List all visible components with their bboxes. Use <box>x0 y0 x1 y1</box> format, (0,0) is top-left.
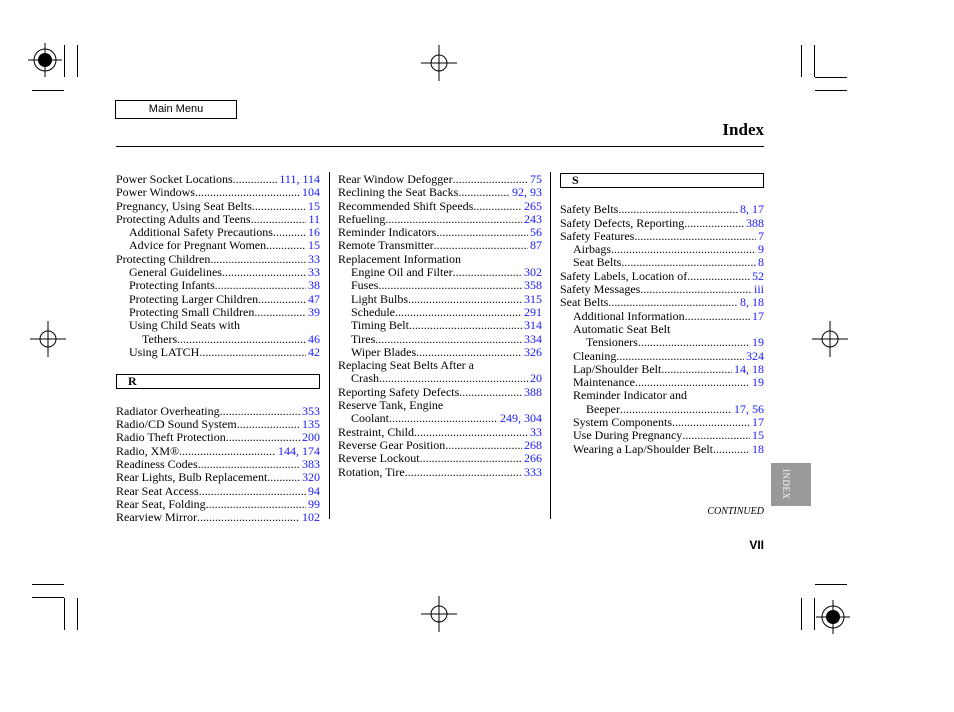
page-link[interactable]: iii <box>753 282 764 297</box>
page-link[interactable]: 111, 114 <box>279 172 320 186</box>
page-link[interactable]: 358 <box>524 278 542 293</box>
dot-leader <box>375 333 522 346</box>
dot-leader <box>408 293 522 306</box>
column-divider <box>329 172 330 519</box>
crop-mark <box>64 45 65 77</box>
page-link[interactable]: 249, 304 <box>500 411 542 426</box>
index-entry[interactable] <box>560 416 764 429</box>
dot-leader <box>640 283 752 296</box>
page-link[interactable]: 52 <box>752 268 764 283</box>
dot-leader <box>453 173 528 186</box>
index-entry <box>560 323 764 336</box>
index-entry[interactable] <box>338 173 542 186</box>
index-entry-term: Using LATCH <box>129 344 200 359</box>
page-link[interactable]: 320 <box>302 470 320 485</box>
page-link[interactable]: 102 <box>302 510 320 525</box>
index-entry[interactable] <box>116 498 320 511</box>
index-entry-term: Reporting Safety Defects <box>338 384 460 399</box>
index-entry[interactable] <box>116 471 320 484</box>
crop-mark <box>814 45 815 77</box>
index-entry[interactable] <box>338 439 542 452</box>
index-entry[interactable] <box>338 319 542 332</box>
page-link[interactable]: 46 <box>308 331 320 346</box>
page-link[interactable]: 92, 93 <box>512 185 542 200</box>
crop-mark <box>815 77 847 78</box>
index-entry[interactable] <box>560 256 764 269</box>
page-link[interactable]: 291 <box>524 304 542 319</box>
index-entry-term: Protecting Larger Children <box>129 291 259 306</box>
index-entry[interactable] <box>338 213 542 226</box>
column-divider <box>550 172 551 519</box>
index-entry[interactable] <box>116 418 320 431</box>
dot-leader <box>220 405 300 418</box>
index-entry[interactable] <box>116 485 320 498</box>
index-entry[interactable] <box>116 333 320 346</box>
index-entry[interactable] <box>338 452 542 465</box>
crop-mark <box>64 598 65 630</box>
dot-leader <box>458 186 510 199</box>
index-entry[interactable] <box>116 306 320 319</box>
page-link[interactable]: 268 <box>524 437 542 452</box>
dot-leader <box>445 439 522 452</box>
page-link[interactable]: 265 <box>524 198 542 213</box>
index-entry-term: Restraint, Child <box>338 424 414 439</box>
index-entry[interactable] <box>338 306 542 319</box>
index-entry-term: Additional Information <box>573 308 685 323</box>
page-link[interactable]: 314 <box>524 318 542 333</box>
index-entry-term: Power Socket Locations <box>116 172 233 186</box>
index-entry-term: Rear Seat, Folding <box>116 496 206 511</box>
index-entry <box>116 319 320 332</box>
dot-leader <box>634 230 756 243</box>
crop-mark <box>77 45 78 77</box>
page-title: Index <box>722 120 764 139</box>
index-entry[interactable] <box>560 350 764 363</box>
index-entry-term: Use During Pregnancy <box>573 428 683 443</box>
index-entry-term: Readiness Codes <box>116 456 198 471</box>
dot-leader <box>199 346 306 359</box>
index-entry <box>338 253 542 266</box>
crop-mark <box>32 584 64 585</box>
index-entry-term: Reminder Indicators <box>338 225 437 240</box>
index-entry-term: Protecting Children <box>116 251 211 266</box>
crosshair-icon <box>421 596 457 632</box>
index-entry[interactable] <box>338 412 542 425</box>
index-entry[interactable] <box>116 186 320 199</box>
dot-leader <box>453 266 522 279</box>
index-entry[interactable] <box>338 372 542 385</box>
main-menu-button[interactable]: Main Menu <box>115 100 237 119</box>
index-entry[interactable] <box>116 173 320 186</box>
index-entry-term: Reclining the Seat Backs <box>338 185 459 200</box>
index-entry-term: Reminder Indicator and <box>573 388 687 403</box>
dot-leader <box>459 386 522 399</box>
dot-leader <box>395 306 522 319</box>
index-entry[interactable] <box>338 346 542 359</box>
page-link[interactable]: 353 <box>302 403 320 418</box>
dot-leader <box>197 511 300 524</box>
dot-leader <box>237 418 300 431</box>
page-link[interactable]: 17 <box>752 415 764 430</box>
page-link[interactable]: 20 <box>530 371 542 386</box>
page-link[interactable]: 8, 17 <box>740 202 764 217</box>
index-entry[interactable] <box>116 346 320 359</box>
page-link[interactable]: 38 <box>308 278 320 293</box>
dot-leader <box>210 253 306 266</box>
page-link[interactable]: 7 <box>758 228 764 243</box>
page-link[interactable]: 200 <box>302 430 320 445</box>
index-entry-term: Radio Theft Protection <box>116 430 226 445</box>
crop-mark <box>801 45 802 77</box>
crosshair-icon <box>421 45 457 81</box>
crop-mark <box>814 598 815 630</box>
dot-leader <box>616 350 744 363</box>
index-entry[interactable] <box>116 431 320 444</box>
dot-leader <box>661 363 732 376</box>
crop-mark <box>815 584 847 585</box>
index-entry-term: Tethers <box>142 331 178 346</box>
crop-mark <box>32 90 64 91</box>
page-link[interactable]: 47 <box>308 291 320 306</box>
page-link[interactable]: 388 <box>746 215 764 230</box>
index-entry[interactable] <box>560 443 764 456</box>
index-entry-term: Rear Window Defogger <box>338 172 453 186</box>
index-entry-term: Power Windows <box>116 185 195 200</box>
dot-leader <box>252 200 306 213</box>
page-link[interactable]: 15 <box>308 198 320 213</box>
index-entry-term: Rear Lights, Bulb Replacement <box>116 470 268 485</box>
index-entry[interactable] <box>338 200 542 213</box>
index-entry-term: Protecting Adults and Teens <box>116 211 251 226</box>
index-entry[interactable] <box>560 403 764 416</box>
page-link[interactable]: 18 <box>752 441 764 456</box>
index-entry-term: General Guidelines <box>129 265 222 280</box>
dot-leader <box>215 279 306 292</box>
index-column-1 <box>116 173 320 524</box>
index-entry-term: Timing Belt <box>351 318 409 333</box>
index-tab-label: INDEX <box>781 469 791 500</box>
index-entry-term: Wearing a Lap/Shoulder Belt <box>573 441 713 456</box>
dot-leader <box>420 452 522 465</box>
dot-leader <box>378 279 522 292</box>
index-entry[interactable] <box>560 336 764 349</box>
index-column-3 <box>560 173 764 456</box>
index-entry-term: Using Child Seats with <box>129 318 241 333</box>
page-link[interactable]: 266 <box>524 451 542 466</box>
continued-label: CONTINUED <box>707 506 764 517</box>
dot-leader <box>273 226 306 239</box>
index-entry-term: Wiper Blades <box>351 344 417 359</box>
page-link[interactable]: 383 <box>302 456 320 471</box>
index-entry-term: Radio/CD Sound System <box>116 417 237 432</box>
page-link[interactable]: 334 <box>524 331 542 346</box>
dot-leader <box>608 296 738 309</box>
index-entry-term: Refueling <box>338 211 386 226</box>
crop-mark <box>815 90 847 91</box>
page-link[interactable]: 9 <box>758 242 764 257</box>
dot-leader <box>254 306 306 319</box>
index-entry[interactable] <box>338 279 542 292</box>
dot-leader <box>618 203 738 216</box>
index-entry-term: Automatic Seat Belt <box>573 321 671 336</box>
index-entry-term: Recommended Shift Speeds <box>338 198 474 213</box>
dot-leader <box>385 213 522 226</box>
index-entry[interactable] <box>116 239 320 252</box>
page-link[interactable]: 42 <box>308 344 320 359</box>
crop-mark <box>77 598 78 630</box>
index-entry-term: Safety Labels, Location of <box>560 268 688 283</box>
dot-leader <box>266 239 306 252</box>
index-entry-term: Maintenance <box>573 375 635 390</box>
page-link[interactable]: 19 <box>752 375 764 390</box>
index-entry-term: Airbags <box>573 242 611 257</box>
index-entry[interactable] <box>116 266 320 279</box>
index-entry-term: Rearview Mirror <box>116 510 197 525</box>
dot-leader <box>635 376 750 389</box>
page-link[interactable]: 333 <box>524 464 542 479</box>
page-link[interactable]: 315 <box>524 291 542 306</box>
dot-leader <box>682 429 750 442</box>
page-link[interactable]: 15 <box>752 428 764 443</box>
dot-leader <box>222 266 306 279</box>
index-entry[interactable] <box>338 426 542 439</box>
crosshair-icon <box>812 321 848 357</box>
index-entry[interactable] <box>116 279 320 292</box>
index-entry[interactable] <box>116 511 320 524</box>
index-entry-term: Tensioners <box>586 335 638 350</box>
index-entry[interactable] <box>560 363 764 376</box>
page-link[interactable]: 8, 18 <box>740 295 764 310</box>
dot-leader <box>687 270 750 283</box>
dot-leader <box>684 217 744 230</box>
crosshair-icon <box>30 321 66 357</box>
index-entry-term: Light Bulbs <box>351 291 409 306</box>
dot-leader <box>177 333 306 346</box>
index-entry[interactable] <box>560 376 764 389</box>
index-entry-term: Lap/Shoulder Belt <box>573 361 662 376</box>
index-entry-term: Remote Transmitter <box>338 238 434 253</box>
page-link[interactable]: 302 <box>524 265 542 280</box>
page-number: VII <box>749 538 764 552</box>
index-entry[interactable] <box>560 243 764 256</box>
section-header-r: R <box>116 374 320 389</box>
index-entry[interactable] <box>560 283 764 296</box>
index-entry[interactable] <box>116 253 320 266</box>
dot-leader <box>179 445 276 458</box>
dot-leader <box>233 173 278 186</box>
dot-leader <box>226 431 300 444</box>
section-header-s: S <box>560 173 764 188</box>
dot-leader <box>611 243 756 256</box>
crop-mark <box>32 597 64 598</box>
index-entry[interactable] <box>560 230 764 243</box>
index-entry[interactable] <box>338 293 542 306</box>
index-entry-term: Cleaning <box>573 348 617 363</box>
page-link[interactable]: 15 <box>308 238 320 253</box>
dot-leader <box>685 310 750 323</box>
index-entry-term: Safety Features <box>560 228 635 243</box>
page-link[interactable]: 388 <box>524 384 542 399</box>
index-entry[interactable] <box>116 226 320 239</box>
index-entry[interactable] <box>560 203 764 216</box>
index-entry[interactable] <box>560 296 764 309</box>
index-entry-term: Protecting Infants <box>129 278 215 293</box>
dot-leader <box>473 200 522 213</box>
index-entry-term: System Components <box>573 415 673 430</box>
dot-leader <box>405 466 522 479</box>
page-link[interactable]: 33 <box>308 265 320 280</box>
index-entry-term: Reverse Lockout <box>338 451 420 466</box>
index-entry-term: Radio, XM® <box>116 443 180 458</box>
index-entry-term: Replacement Information <box>338 251 461 266</box>
page-link[interactable]: 33 <box>308 251 320 266</box>
dot-leader <box>713 443 750 456</box>
page-link[interactable]: 19 <box>752 335 764 350</box>
index-entry-term: Schedule <box>351 304 395 319</box>
dot-leader <box>638 336 750 349</box>
page-link[interactable]: 87 <box>530 238 542 253</box>
page-link[interactable]: 326 <box>524 344 542 359</box>
dot-leader <box>434 239 528 252</box>
dot-leader <box>389 412 498 425</box>
index-entry[interactable] <box>116 458 320 471</box>
index-entry-term: Replacing Seat Belts After a <box>338 358 474 373</box>
index-entry[interactable] <box>338 226 542 239</box>
registration-target-icon <box>28 43 62 77</box>
page-link[interactable]: 324 <box>746 348 764 363</box>
dot-leader <box>416 346 522 359</box>
dot-leader <box>672 416 750 429</box>
page-link[interactable]: 33 <box>530 424 542 439</box>
index-entry <box>338 359 542 372</box>
index-entry[interactable] <box>338 386 542 399</box>
index-entry-term: Rotation, Tire <box>338 464 405 479</box>
page-link[interactable]: 144, 174 <box>278 443 320 458</box>
index-entry-term: Additional Safety Precautions <box>129 225 273 240</box>
page-link[interactable]: 16 <box>308 225 320 240</box>
index-entry-term: Seat Belts <box>560 295 609 310</box>
index-entry[interactable] <box>338 239 542 252</box>
index-entry[interactable] <box>560 217 764 230</box>
index-entry-term: Safety Belts <box>560 202 619 217</box>
index-entry-term: Safety Defects, Reporting <box>560 215 685 230</box>
page-link[interactable]: 99 <box>308 496 320 511</box>
index-entry[interactable] <box>560 429 764 442</box>
index-entry-term: Fuses <box>351 278 379 293</box>
index-entry[interactable] <box>116 200 320 213</box>
index-entry[interactable] <box>338 266 542 279</box>
index-entry-term: Reserve Tank, Engine <box>338 398 444 413</box>
dot-leader <box>195 186 300 199</box>
page-link[interactable]: 11 <box>308 211 320 226</box>
dot-leader <box>620 403 732 416</box>
page-link[interactable]: 39 <box>308 304 320 319</box>
dot-leader <box>199 485 306 498</box>
index-entry[interactable] <box>338 333 542 346</box>
page-link[interactable]: 17, 56 <box>734 401 764 416</box>
index-entry <box>338 399 542 412</box>
page-link[interactable]: 17 <box>752 308 764 323</box>
dot-leader <box>206 498 306 511</box>
dot-leader <box>436 226 528 239</box>
index-entry-term: Seat Belts <box>573 255 622 270</box>
index-entry-term: Rear Seat Access <box>116 483 199 498</box>
index-tab[interactable] <box>771 463 811 506</box>
page-link[interactable]: 14, 18 <box>734 361 764 376</box>
index-entry-term: Advice for Pregnant Women <box>129 238 267 253</box>
crop-mark <box>801 598 802 630</box>
page-link[interactable]: 8 <box>758 255 764 270</box>
page-link[interactable]: 94 <box>308 483 320 498</box>
page-link[interactable]: 104 <box>302 185 320 200</box>
index-entry-term: Coolant <box>351 411 389 426</box>
index-entry[interactable] <box>560 270 764 283</box>
index-entry[interactable] <box>116 213 320 226</box>
page-link[interactable]: 56 <box>530 225 542 240</box>
dot-leader <box>379 372 528 385</box>
index-entry-term: Safety Messages <box>560 282 641 297</box>
index-entry-term: Reverse Gear Position <box>338 437 446 452</box>
dot-leader <box>198 458 300 471</box>
page-link[interactable]: 243 <box>524 211 542 226</box>
page-link[interactable]: 75 <box>530 172 542 186</box>
index-entry <box>560 389 764 402</box>
index-entry-term: Tires <box>351 331 376 346</box>
dot-leader <box>267 471 300 484</box>
index-entry[interactable] <box>116 405 320 418</box>
index-entry[interactable] <box>116 445 320 458</box>
index-entry-term: Crash <box>351 371 379 386</box>
dot-leader <box>409 319 522 332</box>
index-entry[interactable] <box>338 466 542 479</box>
dot-leader <box>258 293 306 306</box>
index-entry[interactable] <box>116 293 320 306</box>
index-entry-term: Beeper <box>586 401 620 416</box>
index-entry-term: Pregnancy, Using Seat Belts <box>116 198 252 213</box>
index-entry-term: Protecting Small Children <box>129 304 255 319</box>
dot-leader <box>414 426 528 439</box>
index-column-2 <box>338 173 542 479</box>
dot-leader <box>621 256 756 269</box>
index-entry-term: Radiator Overheating <box>116 403 220 418</box>
header-divider <box>116 146 764 147</box>
index-entry[interactable] <box>338 186 542 199</box>
index-entry[interactable] <box>560 310 764 323</box>
index-entry-term: Engine Oil and Filter <box>351 265 453 280</box>
dot-leader <box>251 213 307 226</box>
page-link[interactable]: 135 <box>302 417 320 432</box>
registration-target-icon <box>816 600 850 634</box>
